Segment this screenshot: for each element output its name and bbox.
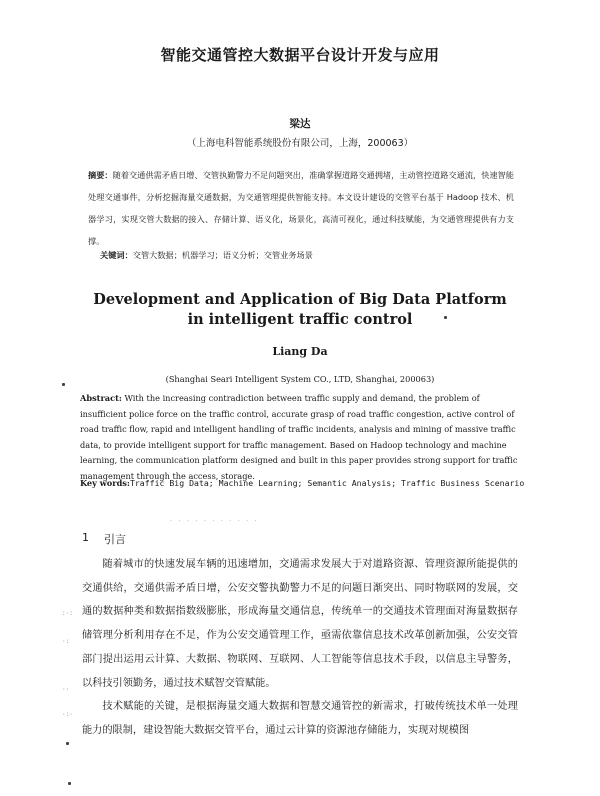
section-number: 1 xyxy=(82,531,89,544)
scan-noise: · · · · · · · · · · · xyxy=(170,517,259,525)
scan-margin-mark: ·· xyxy=(62,686,70,693)
chinese-author: 梁达 xyxy=(289,118,311,130)
chinese-title: 智能交通管控大数据平台设计开发与应用 xyxy=(160,46,440,64)
scan-margin-mark: ·:· xyxy=(62,711,73,718)
body-text xyxy=(82,553,518,743)
english-affiliation: (Shanghai Seari Intelligent System CO., LTD, Shanghai, 200063) xyxy=(165,374,435,384)
english-abstract xyxy=(80,391,520,484)
chinese-affiliation: （上海电科智能系统股份有限公司，上海，200063） xyxy=(186,138,414,149)
english-title-line-2: in intelligent traffic control xyxy=(187,311,413,328)
english-keywords xyxy=(80,478,540,488)
english-abstract-text: With the increasing contradiction between traffic supply and demand, the problem of insufficient police force on the traffic control, accurate grasp of road traffic congestion, active control of road traffic flow, rapid and intelligent handling of traffic incidents, analysis and mining of massive traffic data, to provide intelligent support for traffic management. Based on Hadoop technology and machine learning, the communication platform designed and built in this paper provides strong support for traffic management through the access, storage. xyxy=(80,393,518,481)
chinese-abstract-text: 随着交通供需矛盾日增、交管执勤警力不足问题突出，准确掌握道路交通拥堵，主动管控道路交通流，快速智能处理交通事件，分析挖掘海量交通数据，为交通管理提供智能支持。本文设计建设的交管平台基于 Hadoop 技术、机器学习，实现交管大数据的接入、存储计算、语义化，场景化，高清可视化，通过科技赋能，为交通管理提供有力支撑。 xyxy=(88,170,514,246)
chinese-keywords-text: 交管大数据；机器学习；语义分析；交管业务场景 xyxy=(132,250,313,260)
english-author: Liang Da xyxy=(272,345,328,358)
chinese-keywords-label: 关键词： xyxy=(100,250,133,260)
english-title xyxy=(0,290,600,330)
scan-speck xyxy=(66,742,69,745)
scan-margin-mark: :·: xyxy=(62,610,73,617)
english-title-line-1: Development and Application of Big Data Platform xyxy=(93,291,507,308)
english-keywords-text: Traffic Big Data; Machine Learning; Semantic Analysis; Traffic Business Scenario xyxy=(129,478,525,488)
scan-speck xyxy=(62,383,65,386)
scan-speck xyxy=(444,316,447,319)
section-title: 引言 xyxy=(104,533,126,546)
chinese-abstract-label: 摘要： xyxy=(88,170,113,180)
english-keywords-label: Key words: xyxy=(80,478,130,488)
chinese-abstract xyxy=(88,164,514,252)
body-paragraph-1: 随着城市的快速发展车辆的迅速增加，交通需求发展大于对道路资源、管理资源所能提供的交通供给，交通供需矛盾日增，公安交警执勤警力不足的问题日渐突出、同时物联网的发展，交通的数据种类和数据指数级膨胀，形成海量交通信息，传统单一的交通技术管理面对海量数据存储管理分析利用存在不足，作为公安交通管理工作，亟需依靠信息技术改革创新加强，公安交管部门提出运用云计算、大数据、物联网、互联网、人工智能等信息技术手段，以信息主导警务，以科技引领勤务，通过技术赋智交管赋能。 xyxy=(82,559,518,689)
chinese-keywords xyxy=(100,250,520,261)
scan-margin-mark: ·: xyxy=(62,638,70,645)
body-paragraph-2: 技术赋能的关键，是根据海量交通大数据和智慧交通管控的新需求，打破传统技术单一处理能力的限制，建设智能大数据交管平台，通过云计算的资源池存储能力，实现对规模图 xyxy=(82,701,518,736)
scan-speck xyxy=(68,782,71,785)
english-abstract-label: Abstract: xyxy=(80,393,122,403)
